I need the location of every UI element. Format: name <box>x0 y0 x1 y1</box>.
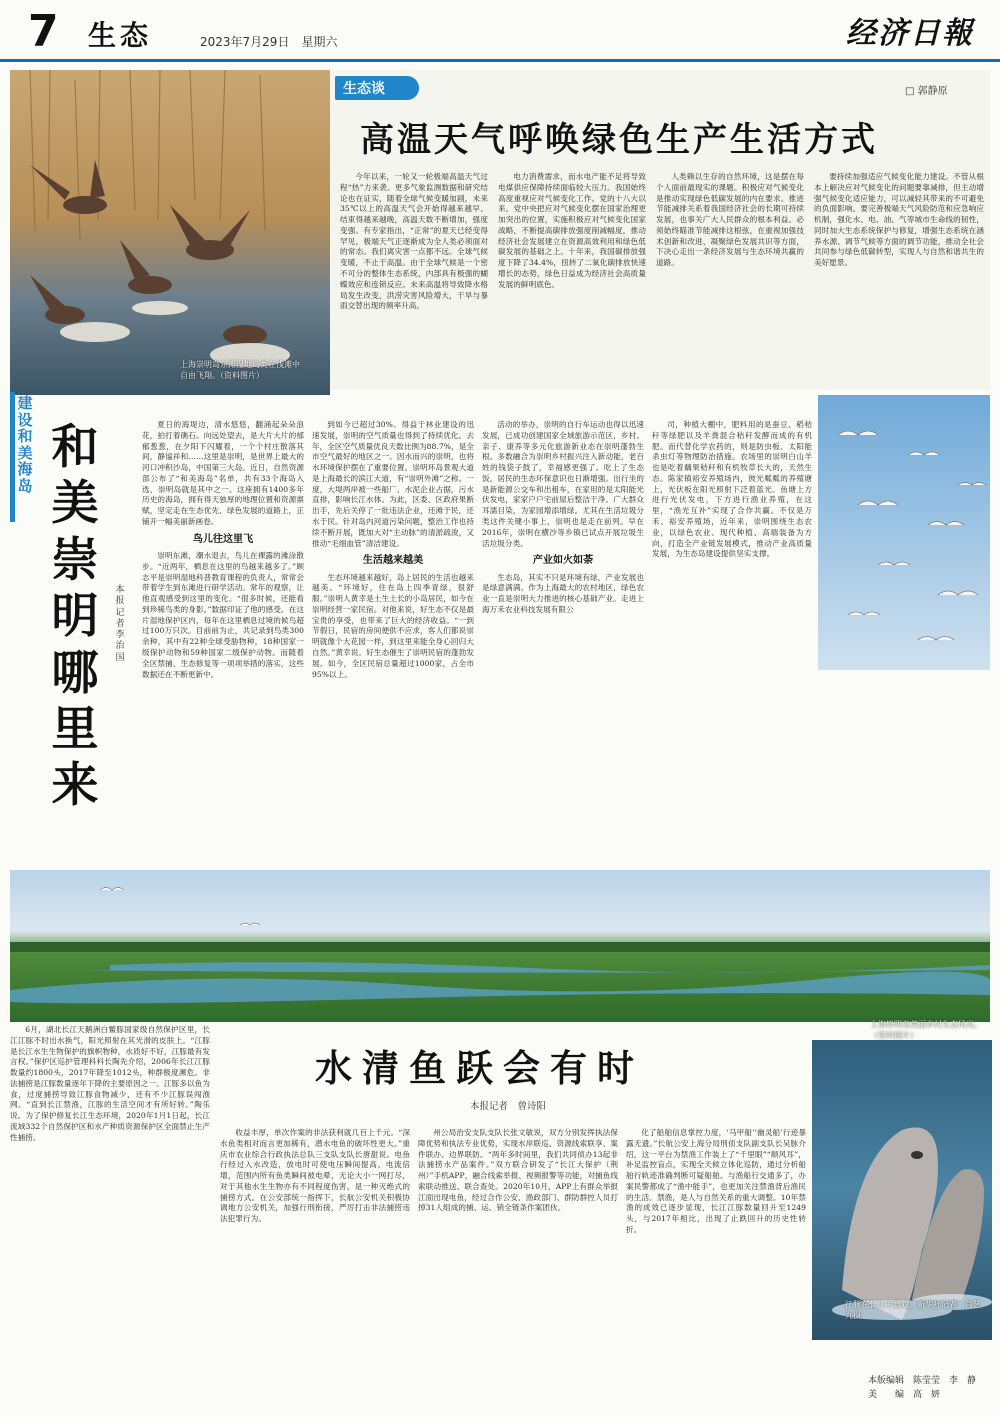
feature1-headline: 高温天气呼唤绿色生产生活方式 <box>360 120 878 160</box>
feature2-kicker: 建设和美海岛 <box>17 394 33 495</box>
porpoise-photo <box>812 1040 992 1340</box>
designer-line: 美 编 高 妍 <box>868 1389 941 1400</box>
flying-birds-photo <box>818 395 990 670</box>
duck-photo <box>10 70 330 395</box>
kicker-bar <box>10 392 15 522</box>
subhead-industry: 产业如火如荼 <box>532 555 594 567</box>
feature2-column-3: 活动的举办，崇明的自行车运动也得以迅速发展，已成功创建国家全域旅游示范区，乡村、亲子、康养等多元化旅游新业态在崇明蓬勃生根。多数融合为崇明乡村振兴注入新动能，老百姓的钱袋子鼓了，幸福感更强了。吃上了生态饭，居民的生态环保意识也日渐增强。出行坐的是新能源公交车和出租车，在家用的是太阳能光伏发电，家家户户宅前屋后整洁干净。广大群众耳濡目染，为家园增添增绿。尤其在生活垃圾分类这件关键小事上，崇明也是走在前列。早在2016年，崇明在横沙等乡镇已试点开展垃圾生活垃圾分类。 产业如火如荼 生态岛，其实不只是环境有绿，产业发展也是绿意满满。作为上海最大的农村地区，绿色农业一直是崇明大力推进的核心基础产业。走进上海万禾农业科技发展有限公 <box>482 420 644 614</box>
feature1-column-3: 人类赖以生存的自然环境，这是摆在每个人面前最现实的课题。积极应对气候变化是推动实现绿色低碳发展的内在要求。推进节能减排关系着我国经济社会的长期可持续发展，也事关广大人民群众的根本利益。必须始终瞄准节能减排这根弦，在重视加强技术创新和改进、凝聚绿色发展共识等方面，下决心走出一条经济发展与生态环境共赢的道路。 <box>656 172 804 268</box>
feature2-column-1: 夏日的海堤边，清水悠悠，翻涌起朵朵浪花，拍打着礁石。向远处望去，是大片大片的郁郁葱葱，在夕阳下闪耀着，一个个村庄散落其间，静谧祥和……这里是崇明，是世界上最大的河口冲积沙岛，中国第三大岛。近日，自然资源部公布了“和美海岛”名单，共有33个海岛入选，崇明岛就是其中之一。这座拥有1400多年历史的海岛，拥有得天独厚的地理位置和资源禀赋，坚定走在生态优先、绿色发展的道路上，正铺开一幅美丽新画卷。 鸟儿往这里飞 崇明东滩，潮水退去，鸟儿在裸露的滩涂散步。“近两年，栖息在这里的鸟越来越多了。”顾志平是崇明湿地科普教育课程的负责人，常常会带着学生到东滩进行研学活动。常年的观察，让他直观感受到这里的变化。“很多时候，还能看到珍稀鸟类的身影。”数据印证了他的感受。在这片湿地保护区内，每年在这里栖息过境的候鸟超过100万只次。目前前为止，共记录到鸟类300余种，其中有22种全球受胁物种，18种国家一级保护动物和59种国家二级保护动物。而随着全区禁捕、生态修复等一项项举措的落实，这些数据还在不断更新中。 <box>142 420 304 679</box>
subhead-birds: 鸟儿往这里飞 <box>192 533 254 545</box>
page-number: 7 <box>28 6 59 57</box>
newspaper-masthead: 经济日報 <box>846 16 974 51</box>
subhead-life: 生活越来越美 <box>362 555 424 567</box>
page-header <box>0 0 1000 62</box>
feature3-column-3: 州公局治安支队支队长张文敏说，双方分别发挥执法保障优势和执法专业优势，实现水岸联巡、资源线索联享、案件联办、边界联防。“两年多时间里，我们共同侦办13起非法捕捞水产品案件。”双方联合研发了“长江大保护（荆州）”手机APP，融合线索举报、视频报警等功能，对捕鱼线索联动推送、联合查处。2020年10月，APP上有群众举报江面出现电鱼，经过合作公安、渔政部门、群防群控人员打掉31人组成的捕、运、销全链条作案团伙。 <box>418 1128 618 1213</box>
feature1-column-4: 要持续加强适应气候变化能力建设。不管从根本上解决应对气候变化的问题要靠减排，但主动增强气候变化适应能力，可以减轻其带来的不可避免的负面影响。要完善极端天气风险防范和应急响应机制，强化水、电、油、气等城市生命线的韧性，同时加大生态系统保护与修复，增强生态系统在涵养水源、调节气候等方面的调节功能，推动全社会共同参与绿色低碳转型，实现人与自然和谐共生的美好愿景。 <box>814 172 984 268</box>
porpoise-photo-caption: 江豚在长江中嬉戏。新华社记者 肖艺九摄 <box>845 1300 981 1320</box>
feature2-byline: 本报记者 李治国 <box>115 585 125 663</box>
editors-credit <box>868 1375 988 1403</box>
feature2-headline: 和美崇明哪里来 <box>51 420 99 814</box>
section-name: 生态 <box>88 19 153 52</box>
feature3-column-1: 6月，湖北长江天鹅洲白鳖豚国家级自然保护区里，长江江豚不时出水换气，阳光照射在其光滑的皮肤上。“江豚是长江水生生物保护的旗帜物种，水质好不好，江豚最有发言权。”保护区巡护管理科科长陶先介绍，2006年长江江豚数量约1800头，2017年降至1012头，种群极度濒危。非法捕捞是江豚数量逐年下降的主要原因之一。江豚多以鱼为食，过度捕捞导致江豚食物减少，还有不少江豚误闯渔网。“直到长江禁渔，江豚的生活空间才有所好转。”陶乐说。为了保护修复长江生态环境，2020年1月1日起，长江流域332个自然保护区和水产种质资源保护区全面禁止生产性捕捞。 <box>10 1025 210 1142</box>
wetland-photo-caption: 上海崇明岛美丽乡村生态风光。（资料图片） <box>870 1020 982 1040</box>
feature1-author: □ 郭静原 <box>905 86 948 97</box>
editor-line: 本版编辑 陈莹莹 李 静 <box>868 1376 977 1386</box>
feature1-column-1: 今年以来，一轮又一轮极端高温天气过程“热”力来袭。更多气象监测数据和研究结论也在证实，随着全球气候变暖加剧，未来35℃以上的高温天气会开始得越来越早、结束得越来越晚，高温天数不断增加，强度变强。有专家指出，“正常”的夏天已经变得罕见，极端天气正逐渐成为全人类必须面对的常态。我们离灾害一点都不远。全球气候变暖，不止于高温。由于全球气候是一个密不可分的整体生态系统，内部具有极强的蝴蝶效应和连锁反应。未来高温将导致降水格局发生改变，洪涝灾害风险增大，干旱与暴雨交替出现的频率升高。 <box>340 172 488 311</box>
feature3-column-2: 收益丰厚，单次作案的非法获利就几百上千元。“深水鱼类相对而言更加稀有，潜水电鱼的破坏性更大。”重庆市农业综合行政执法总队三支队支队长唐甜说。电鱼行经过入水改造，放电时可使电压瞬间提高、电流倍增，范围内所有鱼类瞬间被电晕，无论大小一网打尽，对于其他水生生物亦有不同程度伤害，是一种灭绝式的捕捞方式。在公安部统一指挥下，长航公安机关积极协调地方公安机关，加强行刑衔接，严厉打击非法捕捞违法犯罪行为。 <box>220 1128 410 1224</box>
feature2-column-2: 到如今已超过30%。得益于林业建设的迅速发展，崇明的空气质量也得到了持续优化。去年，全区空气质量优良天数比例为88.7%，是全市空气最好的地区之一。因水而兴的崇明，也将水环境保护摆在了重要位置。崇明环岛景观大道是上海最长的滨江大道，有“崇明外滩”之称。一度，大堤两岸被一些船厂、水泥企业占据，污水直排，影响长江水体。为此，区委、区政府果断出手，先后关停了一批违法企业，还滩于民，还水于民。针对岛内河道污染问题，整治工作也持续不断开展，既加大对“主动脉”的清淤疏浚，又推动“毛细血管”清洁建设。 生活越来越美 生态环境越来越好，岛上居民的生活也越来越美。“环境好，住在岛上四季青绿，很舒服。”崇明人黄幸是土生土长的小岛居民，如今在崇明经营一家民宿。对他来说，好生态不仅是最宝贵的享受，也带来了巨大的经济收益。“一到节假日，民宿的房间便供不应求，客人们都说崇明就像个大花园一样，到这里来能全身心回归大自然。”黄幸说。好生态催生了崇明民宿的蓬勃发展。如今，全区民宿总量超过1000家，占全市95%以上。 <box>312 420 474 679</box>
issue-date: 2023年7月29日 星期六 <box>200 35 338 49</box>
feature1-tag: 生态谈 <box>335 76 419 100</box>
feature3-column-4: 化了船舶信息掌控力度，‘马甲船’‘幽灵船’行迹暴露无遗。”长航公安上海分局刑侦支队副支队长吴脉介绍，这一平台为禁渔工作装上了“千里眼”“顺风耳”，补足监控盲点，实现全天候立体化巡防，通过分析船舶行轨迹准确判断可疑船舶。与渔船行交通多了，办案民警都成了“渔中能手”，也更加关注禁渔背后渔民的生活。禁渔，是人与自然关系的重大调整。10年禁渔的成效已逐步显现，长江江豚数量回升至1249头，与2017年相比，出现了止跌回升的历史性转折。 <box>626 1128 806 1235</box>
duck-photo-caption: 上海崇明岛东滩湿地鸟类在浅滩中自由飞翔。（资料图片） <box>180 360 300 380</box>
feature3-headline: 水清鱼跃会有时 <box>315 1046 644 1090</box>
feature3-byline: 本报记者 曾诗阳 <box>470 1101 547 1112</box>
wetland-panorama-photo <box>10 870 990 1022</box>
feature2-column-4: 司，种植大棚中，肥料用的是蚕豆、稻秸秆等绿肥以及羊粪混合秸秆发酵而成的有机肥。而代替化学农药的，则是防虫板、太阳能杀虫灯等物理防治措施。农场里的崇明白山羊也是吃着藕果秸秆和有机牧草长大的，天然生态。陈家镇裕安养殖场内，彼光粼粼的养殖塘上，光伏板在阳光照射下泛着蓝光。鱼塘上方进行光伏发电，下方进行渔业养殖，在这里，“渔光互补”实现了合作共赢。不仅是万禾、裕安养殖场，近年来，崇明围绕生态农业，以绿色农业、现代种植、高端装备为方向，打造全产业链发展模式，推动产业高质量发展，为生态岛建设提供坚实支撑。 <box>652 420 812 559</box>
feature1-column-2: 电力消费需求，而水电产能不足将导致电煤供应保障持续面临较大压力。我国始终高度重视应对气候变化工作。党的十八大以来，党中央把应对气候变化摆在国家治理更加突出的位置，实施积极应对气候变化国家战略，不断提高碳排放强度削减幅度，推动经济社会发展建立在资源高效利用和绿色低碳发展的基础之上。十年来，我国碳排放强度下降了34.4%，扭转了二氧化碳排放快速增长的态势，绿色日益成为经济社会高质量发展的鲜明底色。 <box>498 172 646 289</box>
